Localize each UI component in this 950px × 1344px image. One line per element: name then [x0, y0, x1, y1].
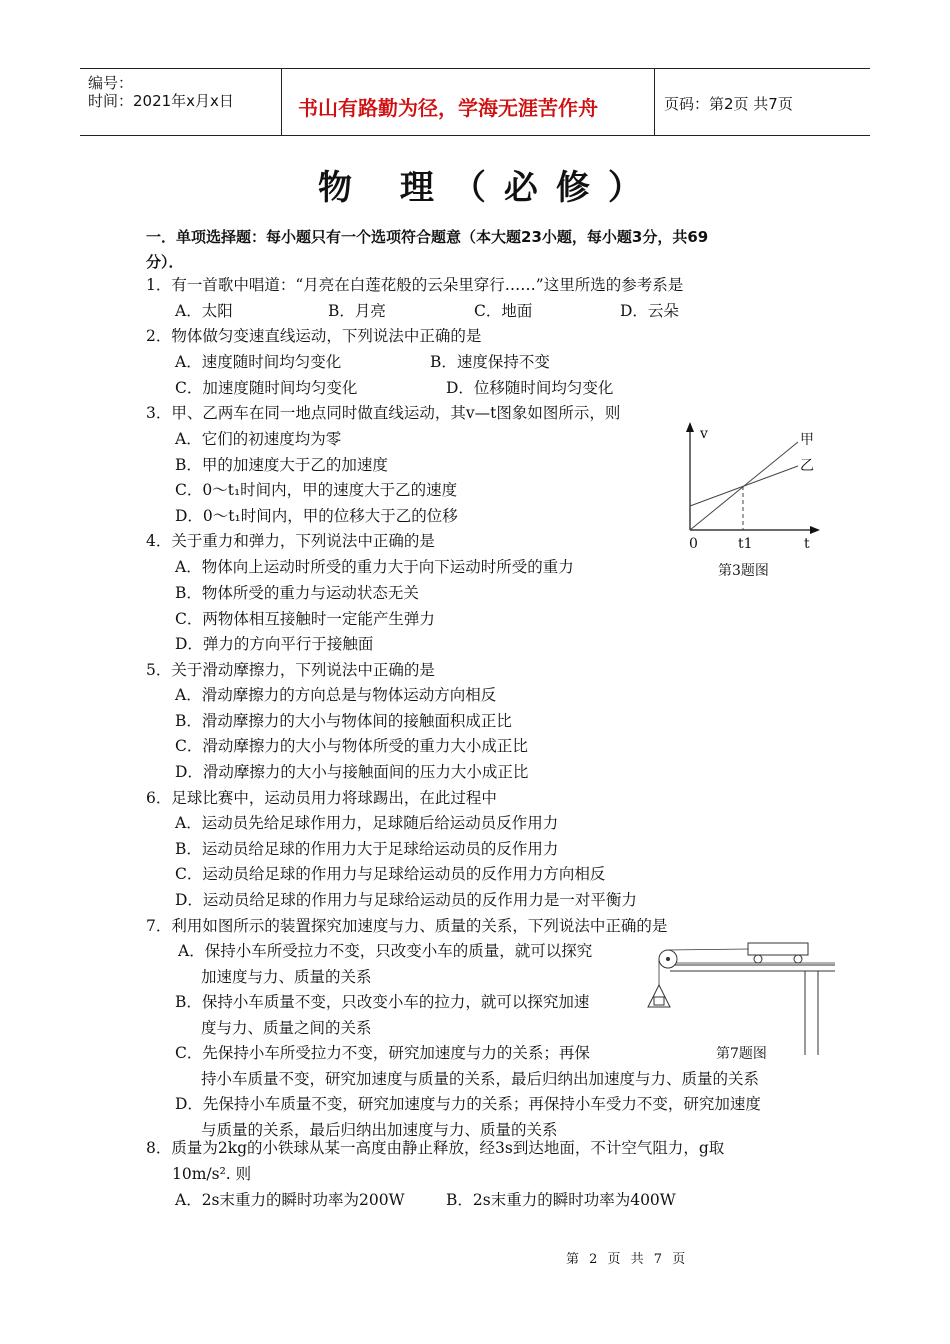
question-5-option-c: C．滑动摩擦力的大小与物体所受的重力大小成正比: [175, 737, 528, 755]
question-2-option-d: D．位移随时间均匀变化: [446, 379, 614, 397]
header-motto: 书山有路勤为径，学海无涯苦作舟: [298, 96, 598, 120]
section-heading-line1: 一．单项选择题：每小题只有一个选项符合题意（本大题23小题，每小题3分，共69: [146, 228, 709, 246]
question-3-option-c: C．0～t₁时间内，甲的速度大于乙的速度: [175, 481, 458, 499]
fig3-y-arrow: [686, 422, 694, 432]
question-3-option-b: B．甲的加速度大于乙的加速度: [175, 456, 388, 474]
question-6-stem: 6．足球比赛中，运动员用力将球踢出，在此过程中: [146, 789, 497, 807]
question-3-option-d: D．0～t₁时间内，甲的位移大于乙的位移: [175, 507, 458, 525]
figure-3-vt-graph: [680, 418, 830, 558]
question-6-option-d: D．运动员给足球的作用力与足球给运动员的反作用力是一对平衡力: [175, 891, 637, 909]
question-7-option-c-line1: C．先保持小车所受拉力不变，研究加速度与力的关系；再保: [175, 1044, 590, 1062]
header-top-border: [80, 68, 870, 69]
question-7-option-c-line2: 持小车质量不变，研究加速度与质量的关系，最后归纳出加速度与力、质量的关系: [201, 1070, 760, 1088]
figure-7-caption: 第7题图: [716, 1046, 767, 1062]
header-page-info: 页码：第2页 共7页: [664, 95, 793, 113]
question-7-option-d-line2: 与质量的关系，最后归纳出加速度与力、质量的关系: [201, 1121, 558, 1139]
header-number-label: 编号：: [88, 74, 134, 92]
question-1-option-d: D．云朵: [620, 302, 679, 320]
question-6-option-a: A．运动员先给足球作用力，足球随后给运动员反作用力: [175, 814, 559, 832]
question-1-option-c: C．地面: [474, 302, 533, 320]
question-3-option-a: A．它们的初速度均为零: [175, 430, 342, 448]
fig3-x-arrow: [810, 526, 820, 534]
fig3-origin-label: 0: [689, 536, 698, 552]
question-1-option-a: A．太阳: [175, 302, 233, 320]
fig3-line-yi: [690, 466, 798, 506]
question-4-option-a: A．物体向上运动时所受的重力大于向下运动时所受的重力: [175, 558, 574, 576]
header-divider-right: [654, 68, 655, 136]
question-4-option-b: B．物体所受的重力与运动状态无关: [175, 584, 419, 602]
question-1-option-b: B．月亮: [328, 302, 386, 320]
question-7-option-b-line2: 度与力、质量之间的关系: [201, 1019, 372, 1037]
question-5-option-b: B．滑动摩擦力的大小与物体间的接触面积成正比: [175, 712, 512, 730]
question-8-option-a: A．2s末重力的瞬时功率为200W: [175, 1191, 405, 1209]
page-title: 物 理（必修）: [318, 168, 660, 208]
fig3-jia-label: 甲: [800, 432, 814, 448]
figure-7-apparatus: [640, 935, 840, 1060]
page-footer: 第 2 页 共 7 页: [566, 1252, 689, 1267]
figure-3-caption: 第3题图: [718, 563, 769, 579]
header-divider-left: [281, 68, 282, 136]
question-2-option-a: A．速度随时间均匀变化: [175, 353, 342, 371]
fig3-x-label: t: [804, 536, 810, 552]
question-1-stem: 1．有一首歌中唱道：“月亮在白莲花般的云朵里穿行……”这里所选的参考系是: [146, 276, 684, 294]
fig7-cart: [748, 943, 808, 955]
question-5-option-d: D．滑动摩擦力的大小与接触面间的压力大小成正比: [175, 763, 529, 781]
question-4-option-c: C．两物体相互接触时一定能产生弹力: [175, 610, 435, 628]
question-4-stem: 4．关于重力和弹力，下列说法中正确的是: [146, 532, 435, 550]
fig3-y-label: v: [700, 426, 708, 442]
question-7-option-a-line2: 加速度与力、质量的关系: [201, 968, 372, 986]
question-2-stem: 2．物体做匀变速直线运动，下列说法中正确的是: [146, 327, 482, 345]
question-6-option-b: B．运动员给足球的作用力大于足球给运动员的反作用力: [175, 840, 559, 858]
question-2-option-b: B．速度保持不变: [430, 353, 550, 371]
header-date-label: 时间：2021年x月x日: [88, 92, 234, 110]
question-2-option-c: C．加速度随时间均匀变化: [175, 379, 358, 397]
question-5-option-a: A．滑动摩擦力的方向总是与物体运动方向相反: [175, 686, 497, 704]
section-heading-line2: 分）．: [146, 253, 184, 271]
fig7-weight: [654, 997, 664, 1005]
question-8-stem: 8．质量为2kg的小铁球从某一高度由静止释放，经3s到达地面，不计空气阻力，g取: [146, 1139, 725, 1157]
question-8-option-b: B．2s末重力的瞬时功率为400W: [446, 1191, 676, 1209]
question-7-option-a-line1: A．保持小车所受拉力不变，只改变小车的质量，就可以探究: [178, 942, 593, 960]
question-8-stem-line2: 10m/s². 则: [172, 1165, 252, 1183]
question-6-option-c: C．运动员给足球的作用力与足球给运动员的反作用力方向相反: [175, 865, 606, 883]
question-7-option-d-line1: D．先保持小车质量不变，研究加速度与力的关系；再保持小车受力不变，研究加速度: [175, 1095, 761, 1113]
question-3-stem: 3．甲、乙两车在同一地点同时做直线运动，其v—t图象如图所示，则: [146, 404, 621, 422]
fig3-t1-label: t1: [738, 536, 753, 552]
header-bottom-border: [80, 135, 870, 136]
question-4-option-d: D．弹力的方向平行于接触面: [175, 635, 374, 653]
fig7-cart-wheel: [754, 955, 762, 963]
question-5-stem: 5．关于滑动摩擦力，下列说法中正确的是: [146, 661, 435, 679]
fig7-cart-wheel: [794, 955, 802, 963]
fig3-yi-label: 乙: [800, 458, 814, 474]
question-7-option-b-line1: B．保持小车质量不变，只改变小车的拉力，就可以探究加速: [175, 993, 590, 1011]
question-7-stem: 7．利用如图所示的装置探究加速度与力、质量的关系，下列说法中正确的是: [146, 917, 668, 935]
